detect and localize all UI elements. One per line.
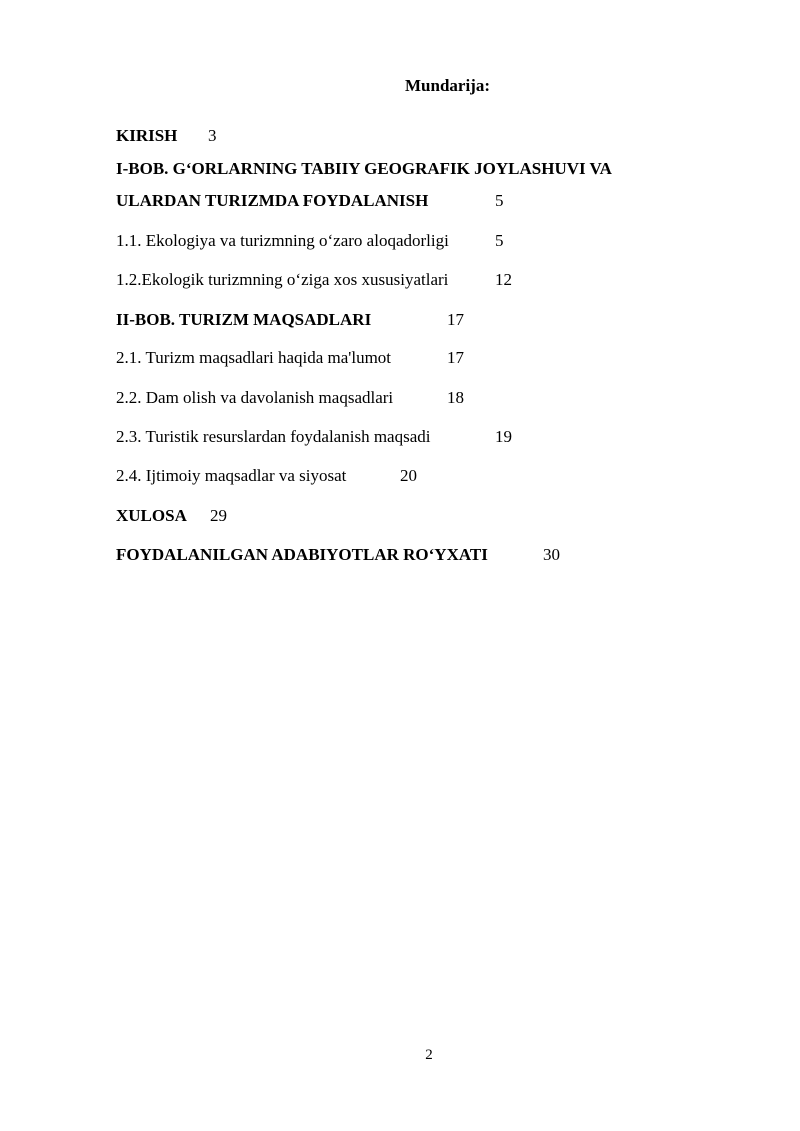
- toc-page-number: 3: [208, 126, 217, 145]
- toc-entry-chapter-1-line-2: [116, 191, 428, 211]
- toc-entry-xulosa: [116, 506, 187, 526]
- toc-entry-text: 2.1. Turizm maqsadlari haqida ma'lumot: [116, 348, 392, 367]
- toc-entry-1-2: [116, 270, 448, 290]
- toc-page-number: 30: [543, 545, 560, 564]
- toc-entry-2-1: [116, 348, 391, 368]
- toc-entry-text: XULOSA: [116, 506, 187, 525]
- toc-title: Mundarija:: [405, 76, 490, 95]
- page-number-footer: 2: [425, 1047, 433, 1063]
- toc-entry-text: 2.4. Ijtimoiy maqsadlar va siyosat: [116, 466, 347, 485]
- toc-entry-2-4: [116, 466, 346, 486]
- toc-entry-text: FOYDALANILGAN ADABIYOTLAR RO‘YXATI: [116, 545, 488, 564]
- toc-page-number: 29: [210, 506, 227, 525]
- toc-entry-chapter-2: [116, 310, 371, 330]
- toc-entry-text: II-BOB. TURIZM MAQSADLARI: [116, 310, 372, 329]
- toc-entry-2-2: [116, 388, 393, 408]
- toc-page-number: 17: [447, 310, 464, 329]
- toc-page-number: 5: [495, 231, 504, 250]
- toc-page-number: 20: [400, 466, 417, 485]
- toc-entry-1-1: [116, 231, 449, 251]
- toc-entry-text: 2.2. Dam olish va davolanish maqsadlari: [116, 388, 394, 407]
- toc-entry-text: I-BOB. G‘ORLARNING TABIIY GEOGRAFIK JOYLASHUVI VA: [116, 159, 612, 178]
- toc-page-number: 5: [495, 191, 504, 210]
- toc-entry-text: 1.2.Ekologik turizmning o‘ziga xos xususiyatlari: [116, 270, 449, 289]
- toc-entry-text: 2.3. Turistik resurslardan foydalanish maqsadi: [116, 427, 431, 446]
- toc-page-number: 12: [495, 270, 512, 289]
- toc-page-number: 17: [447, 348, 464, 367]
- toc-entry-chapter-1-line-1: [116, 159, 612, 179]
- toc-entry-kirish: [116, 126, 177, 146]
- toc-entry-2-3: [116, 427, 430, 447]
- toc-entry-text: KIRISH: [116, 126, 178, 145]
- toc-page-number: 18: [447, 388, 464, 407]
- toc-page-number: 19: [495, 427, 512, 446]
- toc-entry-references: [116, 545, 488, 565]
- toc-entry-text: 1.1. Ekologiya va turizmning o‘zaro aloqadorligi: [116, 231, 449, 250]
- toc-entry-text: ULARDAN TURIZMDA FOYDALANISH: [116, 191, 429, 210]
